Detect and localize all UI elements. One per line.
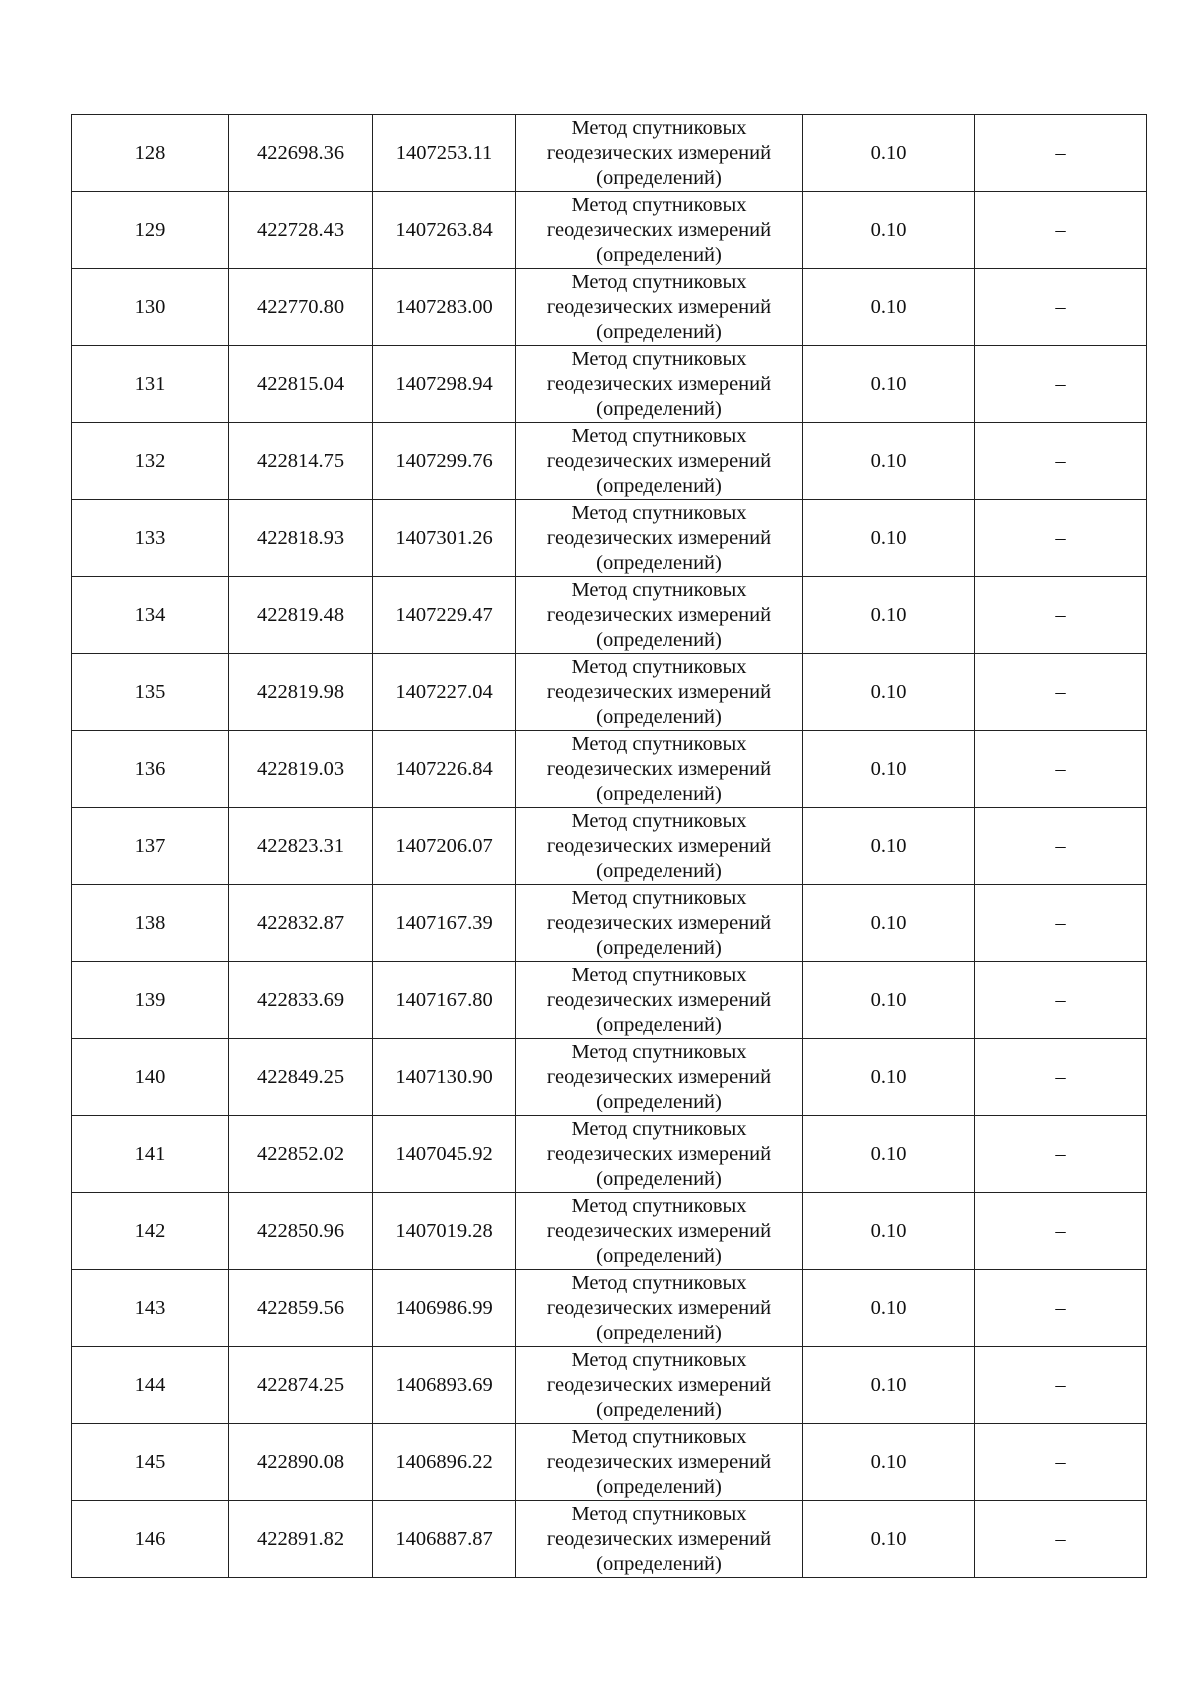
point-number-cell: 134 <box>72 577 229 654</box>
y-coordinate-cell: 1407298.94 <box>373 346 516 423</box>
table-row <box>72 1039 1147 1116</box>
method-cell <box>516 1039 803 1116</box>
accuracy-cell: 0.10 <box>803 1270 975 1347</box>
method-text-line: (определений) <box>596 1167 722 1190</box>
note-cell: – <box>975 1424 1147 1501</box>
accuracy-cell: 0.10 <box>803 1347 975 1424</box>
note-cell: – <box>975 731 1147 808</box>
table-row <box>72 269 1147 346</box>
method-text-line: геодезических измерений <box>546 757 772 780</box>
method-text-line: геодезических измерений <box>546 1527 772 1550</box>
accuracy-cell: 0.10 <box>803 269 975 346</box>
accuracy-cell: 0.10 <box>803 500 975 577</box>
method-text-line: (определений) <box>596 243 722 266</box>
y-coordinate-cell: 1407167.80 <box>373 962 516 1039</box>
method-text-line: геодезических измерений <box>546 526 772 549</box>
method-text-line: Метод спутниковых <box>571 1425 747 1448</box>
method-text-line: Метод спутниковых <box>571 424 747 447</box>
method-text-line: (определений) <box>596 1321 722 1344</box>
note-cell: – <box>975 1347 1147 1424</box>
method-cell <box>516 1270 803 1347</box>
method-text-line: геодезических измерений <box>546 218 772 241</box>
point-number-cell: 144 <box>72 1347 229 1424</box>
method-cell <box>516 808 803 885</box>
method-text-line: геодезических измерений <box>546 1219 772 1242</box>
y-coordinate-cell: 1407045.92 <box>373 1116 516 1193</box>
method-text-line: (определений) <box>596 1090 722 1113</box>
table-row <box>72 731 1147 808</box>
method-text-line: (определений) <box>596 1475 722 1498</box>
y-coordinate-cell: 1407227.04 <box>373 654 516 731</box>
y-coordinate-cell: 1407263.84 <box>373 192 516 269</box>
table-row <box>72 1424 1147 1501</box>
method-cell <box>516 500 803 577</box>
table-row <box>72 500 1147 577</box>
method-cell <box>516 1116 803 1193</box>
y-coordinate-cell: 1407130.90 <box>373 1039 516 1116</box>
x-coordinate-cell: 422850.96 <box>229 1193 373 1270</box>
method-text-line: геодезических измерений <box>546 1296 772 1319</box>
method-cell <box>516 654 803 731</box>
method-text-line: геодезических измерений <box>546 911 772 934</box>
method-cell <box>516 1424 803 1501</box>
x-coordinate-cell: 422818.93 <box>229 500 373 577</box>
accuracy-cell: 0.10 <box>803 1424 975 1501</box>
x-coordinate-cell: 422814.75 <box>229 423 373 500</box>
method-text-line: (определений) <box>596 166 722 189</box>
table-row <box>72 1193 1147 1270</box>
table-row <box>72 1270 1147 1347</box>
method-text-line: геодезических измерений <box>546 1142 772 1165</box>
accuracy-cell: 0.10 <box>803 1039 975 1116</box>
note-cell: – <box>975 885 1147 962</box>
x-coordinate-cell: 422891.82 <box>229 1501 373 1578</box>
table-row <box>72 192 1147 269</box>
note-cell: – <box>975 808 1147 885</box>
method-text-line: (определений) <box>596 936 722 959</box>
accuracy-cell: 0.10 <box>803 115 975 192</box>
point-number-cell: 132 <box>72 423 229 500</box>
y-coordinate-cell: 1407253.11 <box>373 115 516 192</box>
point-number-cell: 138 <box>72 885 229 962</box>
method-text-line: геодезических измерений <box>546 141 772 164</box>
x-coordinate-cell: 422859.56 <box>229 1270 373 1347</box>
x-coordinate-cell: 422832.87 <box>229 885 373 962</box>
x-coordinate-cell: 422823.31 <box>229 808 373 885</box>
point-number-cell: 135 <box>72 654 229 731</box>
method-text-line: Метод спутниковых <box>571 1194 747 1217</box>
point-number-cell: 128 <box>72 115 229 192</box>
table-row <box>72 1116 1147 1193</box>
method-text-line: Метод спутниковых <box>571 809 747 832</box>
method-text-line: Метод спутниковых <box>571 1271 747 1294</box>
x-coordinate-cell: 422815.04 <box>229 346 373 423</box>
method-text-line: Метод спутниковых <box>571 732 747 755</box>
x-coordinate-cell: 422819.03 <box>229 731 373 808</box>
accuracy-cell: 0.10 <box>803 346 975 423</box>
method-cell <box>516 577 803 654</box>
point-number-cell: 139 <box>72 962 229 1039</box>
coordinates-table-body <box>72 115 1147 1578</box>
note-cell: – <box>975 654 1147 731</box>
y-coordinate-cell: 1407019.28 <box>373 1193 516 1270</box>
x-coordinate-cell: 422728.43 <box>229 192 373 269</box>
table-row <box>72 962 1147 1039</box>
method-cell <box>516 885 803 962</box>
method-text-line: геодезических измерений <box>546 449 772 472</box>
point-number-cell: 130 <box>72 269 229 346</box>
table-row <box>72 115 1147 192</box>
method-text-line: геодезических измерений <box>546 1450 772 1473</box>
method-text-line: Метод спутниковых <box>571 116 747 139</box>
table-row <box>72 885 1147 962</box>
y-coordinate-cell: 1406896.22 <box>373 1424 516 1501</box>
method-text-line: Метод спутниковых <box>571 1117 747 1140</box>
method-text-line: геодезических измерений <box>546 988 772 1011</box>
y-coordinate-cell: 1407206.07 <box>373 808 516 885</box>
method-text-line: (определений) <box>596 1013 722 1036</box>
method-text-line: Метод спутниковых <box>571 501 747 524</box>
y-coordinate-cell: 1407226.84 <box>373 731 516 808</box>
method-text-line: Метод спутниковых <box>571 193 747 216</box>
y-coordinate-cell: 1406893.69 <box>373 1347 516 1424</box>
method-text-line: Метод спутниковых <box>571 270 747 293</box>
method-text-line: Метод спутниковых <box>571 1348 747 1371</box>
y-coordinate-cell: 1407167.39 <box>373 885 516 962</box>
point-number-cell: 136 <box>72 731 229 808</box>
accuracy-cell: 0.10 <box>803 962 975 1039</box>
note-cell: – <box>975 1501 1147 1578</box>
point-number-cell: 141 <box>72 1116 229 1193</box>
accuracy-cell: 0.10 <box>803 192 975 269</box>
note-cell: – <box>975 962 1147 1039</box>
point-number-cell: 140 <box>72 1039 229 1116</box>
table-row <box>72 423 1147 500</box>
accuracy-cell: 0.10 <box>803 885 975 962</box>
note-cell: – <box>975 577 1147 654</box>
method-text-line: (определений) <box>596 705 722 728</box>
method-text-line: Метод спутниковых <box>571 347 747 370</box>
x-coordinate-cell: 422852.02 <box>229 1116 373 1193</box>
accuracy-cell: 0.10 <box>803 1501 975 1578</box>
accuracy-cell: 0.10 <box>803 1116 975 1193</box>
point-number-cell: 143 <box>72 1270 229 1347</box>
note-cell: – <box>975 1193 1147 1270</box>
method-text-line: (определений) <box>596 1552 722 1575</box>
y-coordinate-cell: 1406986.99 <box>373 1270 516 1347</box>
method-text-line: (определений) <box>596 859 722 882</box>
accuracy-cell: 0.10 <box>803 1193 975 1270</box>
y-coordinate-cell: 1407299.76 <box>373 423 516 500</box>
x-coordinate-cell: 422874.25 <box>229 1347 373 1424</box>
table-row <box>72 1347 1147 1424</box>
point-number-cell: 145 <box>72 1424 229 1501</box>
x-coordinate-cell: 422849.25 <box>229 1039 373 1116</box>
method-text-line: геодезических измерений <box>546 1065 772 1088</box>
method-text-line: (определений) <box>596 474 722 497</box>
method-text-line: (определений) <box>596 1398 722 1421</box>
y-coordinate-cell: 1407229.47 <box>373 577 516 654</box>
point-number-cell: 133 <box>72 500 229 577</box>
table-row <box>72 654 1147 731</box>
accuracy-cell: 0.10 <box>803 423 975 500</box>
method-text-line: (определений) <box>596 782 722 805</box>
method-cell <box>516 1193 803 1270</box>
point-number-cell: 129 <box>72 192 229 269</box>
method-text-line: геодезических измерений <box>546 603 772 626</box>
point-number-cell: 142 <box>72 1193 229 1270</box>
point-number-cell: 146 <box>72 1501 229 1578</box>
method-text-line: геодезических измерений <box>546 834 772 857</box>
note-cell: – <box>975 346 1147 423</box>
method-cell <box>516 1347 803 1424</box>
accuracy-cell: 0.10 <box>803 654 975 731</box>
note-cell: – <box>975 115 1147 192</box>
method-text-line: (определений) <box>596 628 722 651</box>
method-text-line: геодезических измерений <box>546 372 772 395</box>
accuracy-cell: 0.10 <box>803 808 975 885</box>
method-cell <box>516 423 803 500</box>
point-number-cell: 137 <box>72 808 229 885</box>
coordinates-table <box>71 114 1147 1578</box>
method-cell <box>516 192 803 269</box>
note-cell: – <box>975 192 1147 269</box>
note-cell: – <box>975 1116 1147 1193</box>
note-cell: – <box>975 1270 1147 1347</box>
method-text-line: геодезических измерений <box>546 295 772 318</box>
note-cell: – <box>975 423 1147 500</box>
method-text-line: Метод спутниковых <box>571 886 747 909</box>
note-cell: – <box>975 1039 1147 1116</box>
x-coordinate-cell: 422819.48 <box>229 577 373 654</box>
table-row <box>72 1501 1147 1578</box>
method-cell <box>516 731 803 808</box>
accuracy-cell: 0.10 <box>803 731 975 808</box>
method-text-line: геодезических измерений <box>546 680 772 703</box>
note-cell: – <box>975 500 1147 577</box>
method-cell <box>516 115 803 192</box>
method-text-line: (определений) <box>596 551 722 574</box>
method-text-line: геодезических измерений <box>546 1373 772 1396</box>
x-coordinate-cell: 422833.69 <box>229 962 373 1039</box>
method-text-line: (определений) <box>596 320 722 343</box>
table-row <box>72 346 1147 423</box>
x-coordinate-cell: 422819.98 <box>229 654 373 731</box>
method-text-line: (определений) <box>596 397 722 420</box>
x-coordinate-cell: 422698.36 <box>229 115 373 192</box>
method-text-line: Метод спутниковых <box>571 1502 747 1525</box>
method-text-line: Метод спутниковых <box>571 963 747 986</box>
table-row <box>72 577 1147 654</box>
method-text-line: Метод спутниковых <box>571 578 747 601</box>
method-cell <box>516 1501 803 1578</box>
x-coordinate-cell: 422890.08 <box>229 1424 373 1501</box>
method-cell <box>516 962 803 1039</box>
method-text-line: Метод спутниковых <box>571 1040 747 1063</box>
accuracy-cell: 0.10 <box>803 577 975 654</box>
y-coordinate-cell: 1407283.00 <box>373 269 516 346</box>
table-row <box>72 808 1147 885</box>
point-number-cell: 131 <box>72 346 229 423</box>
method-text-line: (определений) <box>596 1244 722 1267</box>
note-cell: – <box>975 269 1147 346</box>
x-coordinate-cell: 422770.80 <box>229 269 373 346</box>
method-cell <box>516 346 803 423</box>
y-coordinate-cell: 1407301.26 <box>373 500 516 577</box>
y-coordinate-cell: 1406887.87 <box>373 1501 516 1578</box>
method-text-line: Метод спутниковых <box>571 655 747 678</box>
method-cell <box>516 269 803 346</box>
